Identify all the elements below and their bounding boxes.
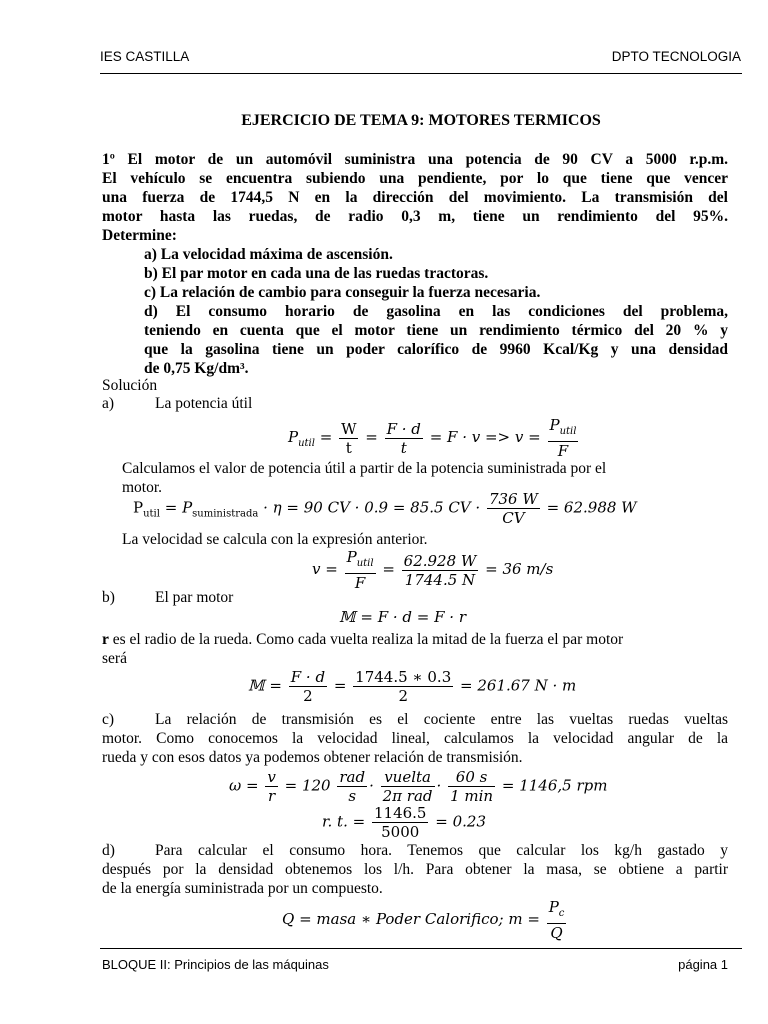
equation-velocity: v = $\frac{P_{util}}{F}$ = $\frac{62.928 W}{1744.5 N}$ = 36 m/s xyxy=(312,548,554,592)
part-b-paragraph-1: r es el radio de la rueda. Como cada vuelta realiza la mitad de la fuerza el par motor xyxy=(102,631,624,648)
problem-item-a: a) La velocidad máxima de ascensión. xyxy=(144,246,393,263)
problem-item-d-4: de 0,75 Kg/dm³. xyxy=(144,360,249,377)
part-d-line-3: de la energía suministrada por un compuesto. xyxy=(102,880,383,897)
header-rule xyxy=(100,73,742,74)
header-left: IES CASTILLA xyxy=(100,49,190,64)
problem-item-d-2: teniendo en cuenta que el motor tiene un rendimiento térmico del 20 % y xyxy=(144,322,728,339)
problem-line-1: 1º El motor de un automóvil suministra una potencia de 90 CV a 5000 r.p.m. xyxy=(102,151,728,168)
problem-line-2: El vehículo se encuentra subiendo una pendiente, por lo que tiene que vencer xyxy=(102,170,728,187)
part-b-heading: El par motor xyxy=(155,589,234,606)
problem-item-b: b) El par motor en cada una de las ruedas tractoras. xyxy=(144,265,489,282)
part-b-letter: b) xyxy=(102,589,115,606)
part-d-line-1: Para calcular el consumo hora. Tenemos que calcular los kg/h gastado y xyxy=(155,842,728,859)
problem-line-3: una fuerza de 1744,5 N en la dirección del movimiento. La transmisión del xyxy=(102,189,728,206)
part-a-letter: a) xyxy=(102,395,115,412)
problem-line-4: motor hasta las ruedas, de radio 0,3 m, tiene un rendimiento del 95%. xyxy=(102,208,728,225)
part-c-line-1: La relación de transmisión es el cociente entre las vueltas ruedas vueltas xyxy=(155,711,728,728)
part-c-line-2: motor. Como conocemos la velocidad lineal, calculamos la velocidad angular de la xyxy=(102,730,728,747)
footer-left: BLOQUE II: Principios de las máquinas xyxy=(102,957,329,972)
part-d-letter: d) xyxy=(102,842,115,859)
equation-torque-definition: 𝕄 = F · d = F · r xyxy=(339,608,467,626)
solution-label: Solución xyxy=(102,377,158,394)
problem-item-c: c) La relación de cambio para conseguir la fuerza necesaria. xyxy=(144,284,541,301)
part-a-paragraph-1: Calculamos el valor de potencia útil a partir de la potencia suministrada por el xyxy=(122,460,607,477)
part-c-letter: c) xyxy=(102,711,115,728)
equation-torque-value: 𝕄 = $\frac{F \cdot d}{2}$ = $\frac{1744.5 ∗ 0.3}{2}$ = 261.67 N · m xyxy=(248,668,577,705)
problem-item-d-1: d) El consumo horario de gasolina en las condiciones del problema, xyxy=(144,303,728,320)
part-a-heading: La potencia útil xyxy=(155,395,253,412)
part-b-paragraph-2: será xyxy=(102,650,127,667)
part-a-paragraph-3: La velocidad se calcula con la expresión anterior. xyxy=(122,531,428,548)
part-a-paragraph-2: motor. xyxy=(122,479,163,496)
equation-transmission-ratio: r. t. = $\frac{1146.5}{5000}$ = 0.23 xyxy=(322,804,487,841)
footer-page-number: página 1 xyxy=(678,957,728,972)
footer-rule xyxy=(100,948,742,949)
part-d-line-2: después por la densidad obtenemos los l/h. Para obtener la masa, se obtiene a partir xyxy=(102,861,728,878)
equation-useful-power: $P_{util}$ = $\frac{W}{t}$ = $\frac{F \cdot d}{t}$ = F · v => v = $\frac{P_{util}}{F}$ xyxy=(288,416,577,460)
equation-angular-velocity: ω = $\frac{v}{r}$ = 120 $\frac{\text{rad}}{s}$ · $\frac{\text{vuelta}}{\text{2π rad}}$ · $\frac{60 s}{1 \min}$ = 1146,5 rpm xyxy=(229,768,608,805)
page-title: EJERCICIO DE TEMA 9: MOTORES TERMICOS xyxy=(241,112,601,129)
part-c-line-3: rueda y con esos datos ya podemos obtener relación de transmisión. xyxy=(102,749,523,766)
problem-item-d-3: que la gasolina tiene un poder calorífico de 9960 Kcal/Kg y una densidad xyxy=(144,341,728,358)
problem-line-5: Determine: xyxy=(102,227,177,244)
equation-useful-power-value: $P_{util} = P_{suministrada} \cdot \eta = 90$ CV · 0.9 = 85.5 CV · $\frac{736 W}{CV}$ = 62.988 W xyxy=(133,490,637,527)
header-right: DPTO TECNOLOGIA xyxy=(611,49,741,64)
equation-heat-mass: Q = masa ∗ Poder Calorifico; m = $\frac{P_c}{Q}$ xyxy=(282,898,565,942)
